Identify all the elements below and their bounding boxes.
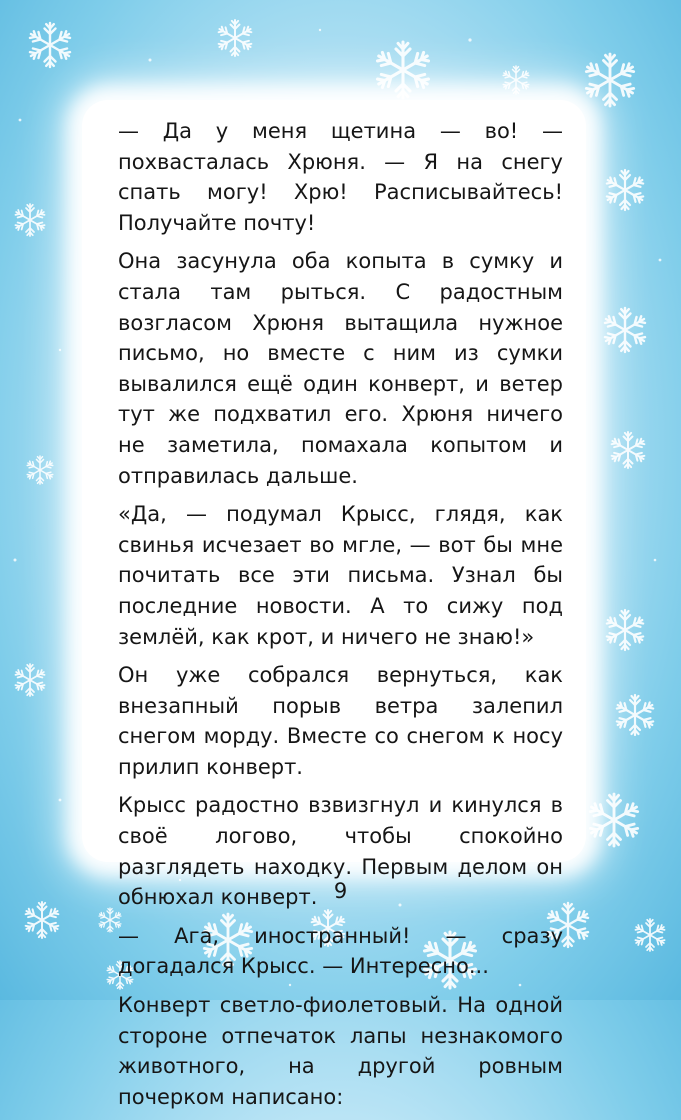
paragraph-6: — Ага, иностранный! — сразу догадался Крысс. — Интересно... <box>118 923 563 979</box>
paragraph-3: «Да, — подумал Крысс, глядя, как свинья исчезает во мгле, — вот бы мне почитать все эти письма. Узнал бы последние новости. А то сижу под землёй, как крот, и ничего не знаю!» <box>118 502 563 649</box>
page-number: 9 <box>333 879 348 903</box>
paragraph-2: Она засунула оба копыта в сумку и стала там рыться. С радостным возгласом Хрюня вытащила нужное письмо, но вместе с ним из сумки вывалился ещё один конверт, и ветер тут же подхватил его. Хрюня ничего не заметила, помахала копытом и отправилась дальше. <box>118 249 563 488</box>
paragraph-5: Крысс радостно взвизгнул и кинулся в своё логово, чтобы спокойно разглядеть находку. Первым делом он обнюхал конверт. <box>118 793 563 910</box>
body-text <box>118 116 563 1120</box>
paragraph-4: Он уже собрался вернуться, как внезапный порыв ветра залепил снегом морду. Вместе со снегом к носу прилип конверт. <box>118 663 563 779</box>
paragraph-7: Конверт светло-фиолетовый. На одной стороне отпечаток лапы незнакомого животного, на другой ровным почерком написано: <box>118 993 563 1109</box>
paragraph-1: — Да у меня щетина — во! — похвасталась Хрюня. — Я на снегу спать могу! Хрю! Расписывайтесь! Получайте почту! <box>118 119 563 235</box>
